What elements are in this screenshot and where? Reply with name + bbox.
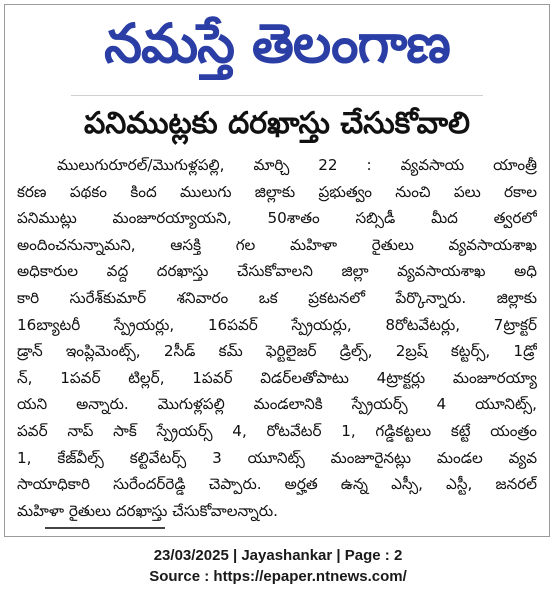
article-line: 16బ్యాటరీ స్ప్రేయర్లు, 16పవర్ స్ప్రేయర్లు, 8రోటవేటర్లు, 7ట్రాక్టర్ — [17, 315, 537, 334]
article-line: అందించనున్నామని, ఆసక్తి గల మహిళా రైతులు వ్యవసాయశాఖ — [17, 235, 537, 254]
newspaper-masthead: నమస్తే తెలంగాణ — [104, 12, 450, 75]
next-article-edge — [45, 527, 165, 539]
article-line: న్, 1పవర్ టిల్లర్, 1పవర్ విడర్‌లతోపాటు 4ట్రాక్టర్లు మంజూరయ్యా — [17, 368, 537, 387]
article-line: సాయాధికారి సురేందర్‌రెడ్డి చెప్పారు. అర్హత ఉన్న ఎస్సీ, ఎస్టీ, జనరల్ — [17, 475, 537, 494]
article-line: యని అన్నారు. మొగుళ్లపల్లి మండలానికి స్ప్రేయర్స్ 4 యూనిట్స్, — [17, 395, 537, 414]
footer-date-page: 23/03/2025 | Jayashankar | Page : 2 — [153, 547, 403, 564]
article-line: ములుగురూరల్/మొగుళ్లపల్లి, మార్చి 22 : వ్యవసాయ యాంత్రీ — [57, 156, 537, 174]
article-line: మహిళా రైతులు దరఖాస్తు చేసుకోవాలన్నారు. — [17, 501, 278, 520]
clipping-frame — [4, 4, 550, 537]
article-line: పనిముట్లు మంజూరయ్యాయని, 50శాతం సబ్సిడీ మీద త్వరలో — [17, 209, 537, 228]
article-body — [17, 152, 537, 524]
article-line: డ్రాన్ ఇంప్లిమెంట్స్, 2సీడ్ కమ్ ఫెర్టిలైజర్ డ్రిల్స్, 2బ్రష్ కట్టర్స్, 1డ్రో — [17, 342, 537, 361]
article-headline: పనిముట్లకు దరఖాస్తు చేసుకోవాలి — [83, 106, 471, 141]
article-line: 1, కేజ్‌వీల్స్ కల్టివేటర్స్ 3 యూనిట్స్ మంజూరైనట్లు మండల వ్యవ — [17, 448, 537, 467]
article-line: కారి సురేశ్‌కుమార్ శనివారం ఒక ప్రకటనలో పేర్కొన్నారు. జిల్లాకు — [17, 288, 537, 307]
footer-source: Source : https://epaper.ntnews.com/ — [149, 568, 407, 585]
article-line: పవర్ నాప్ సాక్ స్ప్రేయర్స్ 4, రోటవేటర్ 1, గడ్డికట్టలు కట్టే యంత్రం — [17, 421, 537, 440]
clipping-footer — [0, 545, 556, 587]
article-line: అధికారుల వద్ద దరఖాస్తు చేసుకోవాలని జిల్లా వ్యవసాయశాఖ అధి — [17, 262, 537, 281]
masthead-divider — [71, 95, 483, 96]
article-line: కరణ పథకం కింద ములుగు జిల్లాకు ప్రభుత్వం నుంచి పలు రకాల — [17, 182, 537, 201]
